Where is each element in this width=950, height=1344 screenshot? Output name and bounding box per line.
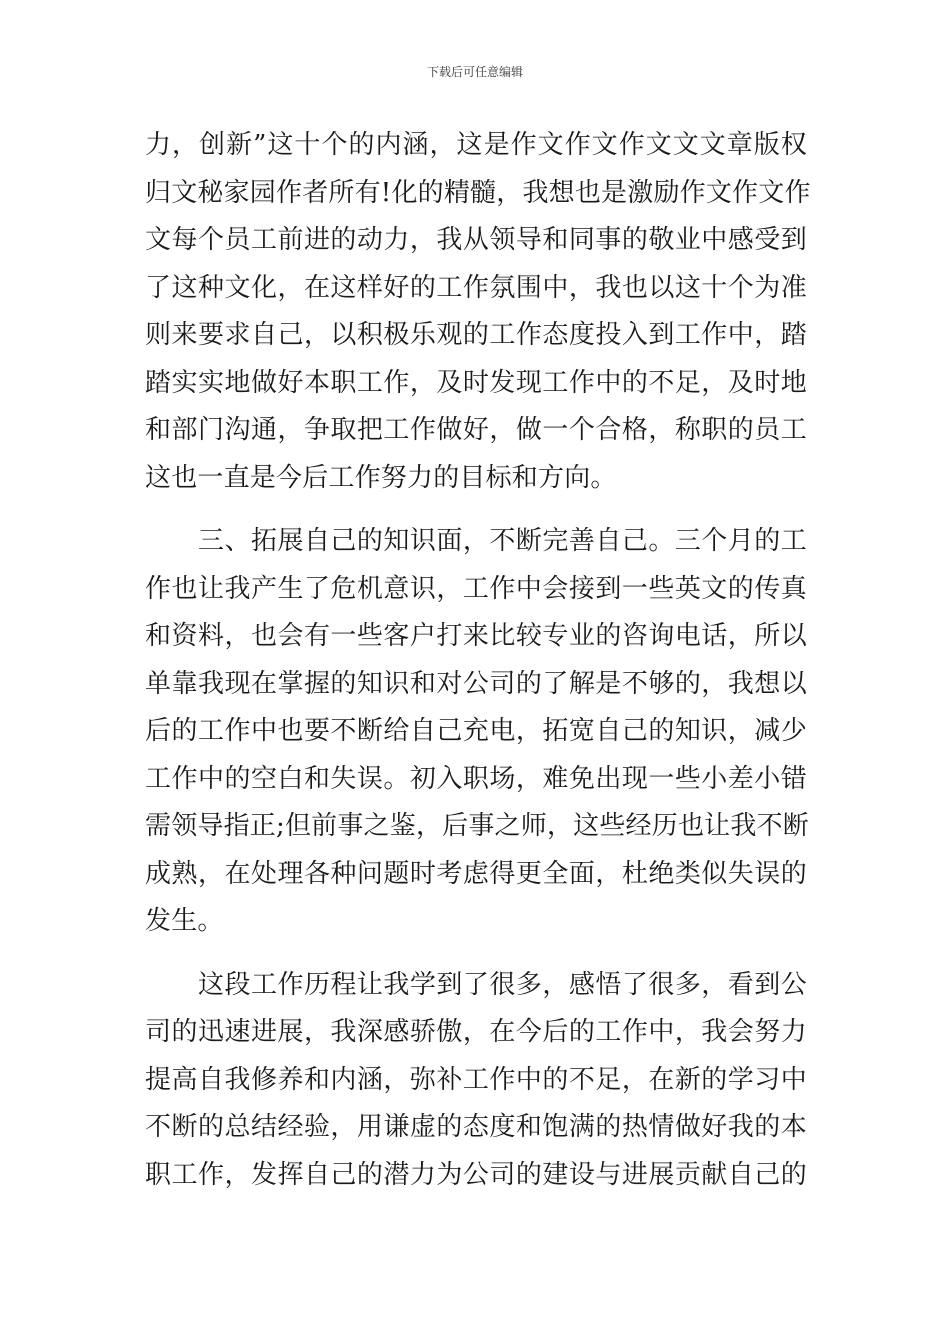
text-line: 后的工作中也要不断给自己充电，拓宽自己的知识，减少 <box>145 716 807 746</box>
text-line: 三、拓展自己的知识面，不断完善自己。三个月的工 <box>145 526 807 556</box>
text-line: 成熟，在处理各种问题时考虑得更全面，杜绝类似失误的 <box>145 858 807 889</box>
text-line: 了这种文化，在这样好的工作氛围中，我也以这十个为准 <box>145 272 807 303</box>
text-line: 作也让我产生了危机意识，工作中会接到一些英文的传真 <box>145 573 807 604</box>
text-line: 不断的总结经验，用谦虚的态度和饱满的热情做好我的本 <box>145 1112 807 1142</box>
text-line: 司的迅速进展，我深感骄傲，在今后的工作中，我会努力 <box>145 1017 807 1047</box>
text-line: 这也一直是今后工作努力的目标和方向。 <box>145 462 617 493</box>
text-line: 职工作，发挥自己的潜力为公司的建设与进展贡献自己的 <box>145 1159 807 1190</box>
paragraph <box>145 122 811 502</box>
paragraph <box>145 962 807 1200</box>
text-line: 提高自我修养和内涵，弥补工作中的不足，在新的学习中 <box>145 1064 807 1095</box>
text-line: 这段工作历程让我学到了很多，感悟了很多，看到公 <box>145 969 807 1000</box>
text-line: 则来要求自己，以积极乐观的工作态度投入到工作中，踏 <box>145 320 807 350</box>
document-body <box>145 122 811 1199</box>
paragraph <box>145 518 807 946</box>
text-line: 和资料，也会有一些客户打来比较专业的咨询电话，所以 <box>145 621 807 651</box>
text-line: 发生。 <box>145 906 224 936</box>
text-line: 文每个员工前进的动力，我从领导和同事的敬业中感受到 <box>145 225 807 255</box>
text-line: 需领导指正;但前事之鉴，后事之师，这些经历也让我不断 <box>145 811 809 841</box>
text-line: 归文秘家园作者所有!化的精髓，我想也是激励作文作文作 <box>145 177 811 208</box>
paragraph-spacer <box>145 502 807 518</box>
paragraph-spacer <box>145 946 807 962</box>
page-header: 下载后可任意编辑 <box>426 65 523 79</box>
text-line: 工作中的空白和失误。初入职场，难免出现一些小差小错 <box>145 763 807 794</box>
text-line: 和部门沟通，争取把工作做好，做一个合格，称职的员工 <box>145 415 807 445</box>
text-line: 单靠我现在掌握的知识和对公司的了解是不够的，我想以 <box>145 668 807 699</box>
text-line: 力，创新”这十个的内涵，这是作文作文作文文文章版权 <box>145 130 807 160</box>
text-line: 踏实实地做好本职工作，及时发现工作中的不足，及时地 <box>145 367 807 398</box>
